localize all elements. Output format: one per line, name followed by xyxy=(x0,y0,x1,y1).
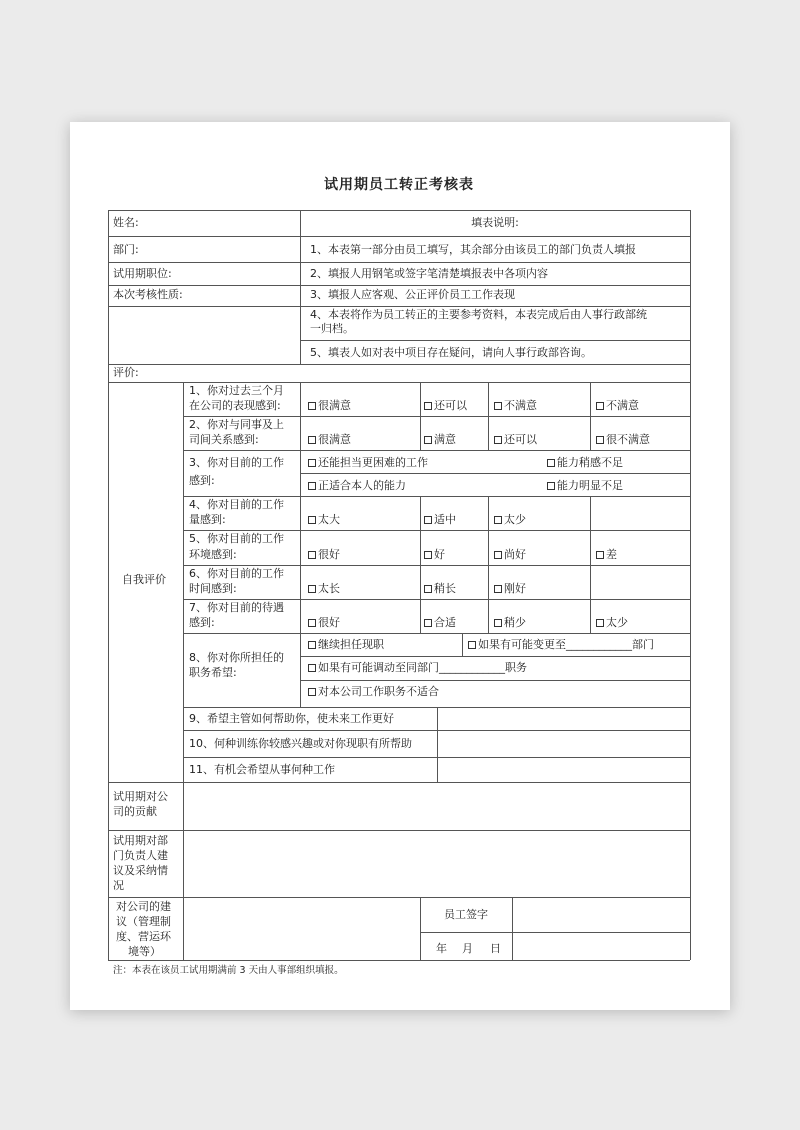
checkbox-icon xyxy=(308,436,316,444)
question-1-text: 1、你对过去三个月 xyxy=(189,384,284,397)
question-5-text-2: 环境感到: xyxy=(189,548,237,561)
name-label: 姓名: xyxy=(113,216,139,229)
option-checkbox[interactable]: 适中 xyxy=(424,513,456,527)
question-7-text-2: 感到: xyxy=(189,616,215,629)
checkbox-icon xyxy=(424,585,432,593)
option-checkbox[interactable]: 不满意 xyxy=(494,399,537,413)
checkbox-icon xyxy=(424,551,432,559)
checkbox-icon xyxy=(494,551,502,559)
question-3-text: 3、你对目前的工作 xyxy=(189,456,284,469)
checkbox-icon xyxy=(424,402,432,410)
option-checkbox[interactable]: 很满意 xyxy=(308,433,351,447)
option-checkbox[interactable]: 差 xyxy=(596,548,617,562)
option-checkbox[interactable]: 合适 xyxy=(424,616,456,630)
contribution-label: 试用期对公 xyxy=(113,790,168,803)
footnote: 注：本表在该员工试用期满前 3 天由人事部组织填报。 xyxy=(113,965,344,976)
question-3-text-2: 感到: xyxy=(189,474,215,487)
question-4-text-2: 量感到: xyxy=(189,513,226,526)
question-5-text: 5、你对目前的工作 xyxy=(189,532,284,545)
checkbox-icon xyxy=(494,436,502,444)
advice-label: 试用期对部 xyxy=(113,834,168,847)
assessment-nature-label: 本次考核性质: xyxy=(113,288,183,301)
date-month-label: 月 xyxy=(462,942,473,955)
option-checkbox[interactable]: 正适合本人的能力 xyxy=(308,479,406,493)
option-checkbox[interactable]: 很不满意 xyxy=(596,433,650,447)
date-day-label: 日 xyxy=(490,942,501,955)
checkbox-icon xyxy=(596,619,604,627)
instruction-3: 3、填报人应客观、公正评价员工工作表现 xyxy=(310,288,515,301)
question-11-text: 11、有机会希望从事何种工作 xyxy=(189,763,335,776)
checkbox-icon xyxy=(596,436,604,444)
checkbox-icon xyxy=(494,619,502,627)
instruction-2: 2、填报人用钢笔或签字笔清楚填报表中各项内容 xyxy=(310,267,548,280)
checkbox-icon xyxy=(596,551,604,559)
checkbox-icon xyxy=(308,688,316,696)
option-checkbox[interactable]: 刚好 xyxy=(494,582,526,596)
option-checkbox[interactable]: 太少 xyxy=(494,513,526,527)
advice-label-4: 况 xyxy=(113,879,124,892)
checkbox-icon xyxy=(424,516,432,524)
checkbox-icon xyxy=(596,402,604,410)
instruction-5: 5、填表人如对表中项目存在疑问，请向人事行政部咨询。 xyxy=(310,346,592,359)
contribution-label-2: 司的贡献 xyxy=(113,805,157,818)
option-checkbox[interactable]: 如果有可能变更至____________部门 xyxy=(468,638,654,652)
option-checkbox[interactable]: 太长 xyxy=(308,582,340,596)
suggestion-label-4: 境等） xyxy=(128,945,161,958)
checkbox-icon xyxy=(424,436,432,444)
option-checkbox[interactable]: 对本公司工作职务不适合 xyxy=(308,685,439,699)
instruction-4-line2: 一归档。 xyxy=(310,322,354,335)
checkbox-icon xyxy=(308,664,316,672)
position-label: 试用期职位: xyxy=(113,267,172,280)
option-checkbox[interactable]: 太大 xyxy=(308,513,340,527)
checkbox-icon xyxy=(547,459,555,467)
checkbox-icon xyxy=(308,619,316,627)
question-6-text: 6、你对目前的工作 xyxy=(189,567,284,580)
question-7-text: 7、你对目前的待遇 xyxy=(189,601,284,614)
checkbox-icon xyxy=(308,459,316,467)
option-checkbox[interactable]: 还能担当更困难的工作 xyxy=(308,456,428,470)
checkbox-icon xyxy=(308,402,316,410)
option-checkbox[interactable]: 很好 xyxy=(308,616,340,630)
suggestion-label-3: 度、营运环 xyxy=(116,930,171,943)
option-checkbox[interactable]: 尚好 xyxy=(494,548,526,562)
checkbox-icon xyxy=(308,641,316,649)
option-checkbox[interactable]: 好 xyxy=(424,548,445,562)
suggestion-label-2: 议（管理制 xyxy=(116,915,171,928)
department-label: 部门: xyxy=(113,243,139,256)
option-checkbox[interactable]: 满意 xyxy=(424,433,456,447)
option-checkbox[interactable]: 很好 xyxy=(308,548,340,562)
self-evaluation-label: 自我评价 xyxy=(122,573,166,586)
question-8-text: 8、你对你所担任的 xyxy=(189,651,284,664)
evaluation-label: 评价: xyxy=(113,366,139,379)
question-1-text-2: 在公司的表现感到: xyxy=(189,399,281,412)
advice-label-3: 议及采纳情 xyxy=(113,864,168,877)
question-2-text: 2、你对与同事及上 xyxy=(189,418,284,431)
option-checkbox[interactable]: 继续担任现职 xyxy=(308,638,384,652)
suggestion-label: 对公司的建 xyxy=(116,900,171,913)
option-checkbox[interactable]: 能力稍感不足 xyxy=(547,456,623,470)
option-checkbox[interactable]: 很满意 xyxy=(308,399,351,413)
checkbox-icon xyxy=(494,516,502,524)
instruction-1: 1、本表第一部分由员工填写，其余部分由该员工的部门负责人填报 xyxy=(310,243,636,256)
question-2-text-2: 司间关系感到: xyxy=(189,433,259,446)
option-checkbox[interactable]: 还可以 xyxy=(494,433,537,447)
checkbox-icon xyxy=(308,516,316,524)
checkbox-icon xyxy=(308,482,316,490)
date-year-label: 年 xyxy=(436,942,447,955)
instruction-4-line1: 4、本表将作为员工转正的主要参考资料，本表完成后由人事行政部统 xyxy=(310,308,647,321)
page-title: 试用期员工转正考核表 xyxy=(324,177,474,193)
question-8-text-2: 职务希望: xyxy=(189,666,237,679)
option-checkbox[interactable]: 能力明显不足 xyxy=(547,479,623,493)
checkbox-icon xyxy=(547,482,555,490)
employee-signature-label: 员工签字 xyxy=(444,908,488,921)
question-4-text: 4、你对目前的工作 xyxy=(189,498,284,511)
checkbox-icon xyxy=(308,585,316,593)
option-checkbox[interactable]: 稍少 xyxy=(494,616,526,630)
option-checkbox[interactable]: 如果有可能调动至同部门____________职务 xyxy=(308,661,527,675)
question-10-text: 10、何种训练你较感兴趣或对你现职有所帮助 xyxy=(189,737,412,750)
option-checkbox[interactable]: 稍长 xyxy=(424,582,456,596)
checkbox-icon xyxy=(494,585,502,593)
option-checkbox[interactable]: 太少 xyxy=(596,616,628,630)
instructions-header: 填表说明: xyxy=(471,216,519,229)
checkbox-icon xyxy=(468,641,476,649)
question-6-text-2: 时间感到: xyxy=(189,582,237,595)
advice-label-2: 门负责人建 xyxy=(113,849,168,862)
question-9-text: 9、希望主管如何帮助你，使未来工作更好 xyxy=(189,712,394,725)
option-checkbox[interactable]: 还可以 xyxy=(424,399,467,413)
checkbox-icon xyxy=(424,619,432,627)
option-checkbox[interactable]: 不满意 xyxy=(596,399,639,413)
checkbox-icon xyxy=(494,402,502,410)
checkbox-icon xyxy=(308,551,316,559)
